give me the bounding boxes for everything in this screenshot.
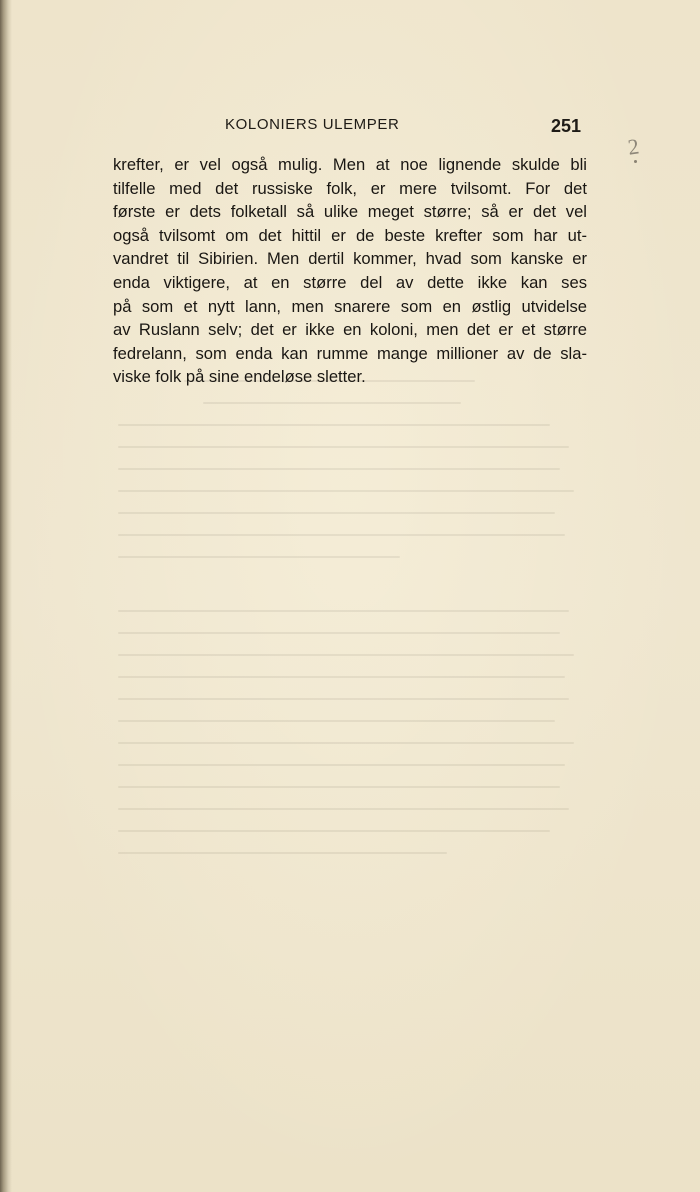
- text-line: første er dets folketall så ulike meget større; så er det vel: [113, 202, 587, 222]
- body-paragraph: [113, 153, 587, 389]
- text-line: av Ruslann selv; det er ikke en koloni, men det er et større: [113, 320, 587, 340]
- text-line: fedrelann, som enda kan rumme mange millioner av de sla-: [113, 343, 587, 363]
- text-line: tilfelle med det russiske folk, er mere tvilsomt. For det: [113, 178, 587, 198]
- text-line: også tvilsomt om det hittil er de beste krefter som har ut-: [113, 225, 587, 245]
- text-line: viske folk på sine endeløse sletter.: [113, 367, 366, 387]
- pencil-margin-mark: 2: [626, 133, 641, 160]
- running-head-title: KOLONIERS ULEMPER: [225, 116, 400, 133]
- text-line: krefter, er vel også mulig. Men at noe lignende skulde bli: [113, 155, 587, 174]
- text-line: på som et nytt lann, men snarere som en østlig utvidelse: [113, 296, 587, 316]
- text-line: enda viktigere, at en større del av dette ikke kan ses: [113, 272, 587, 292]
- page-number: 251: [551, 116, 582, 136]
- bleed-through-texture: [118, 380, 588, 980]
- text-line: vandret til Sibirien. Men dertil kommer, hvad som kanske er: [113, 249, 587, 269]
- margin-dot: [634, 160, 637, 163]
- book-binding-edge: [0, 0, 12, 1192]
